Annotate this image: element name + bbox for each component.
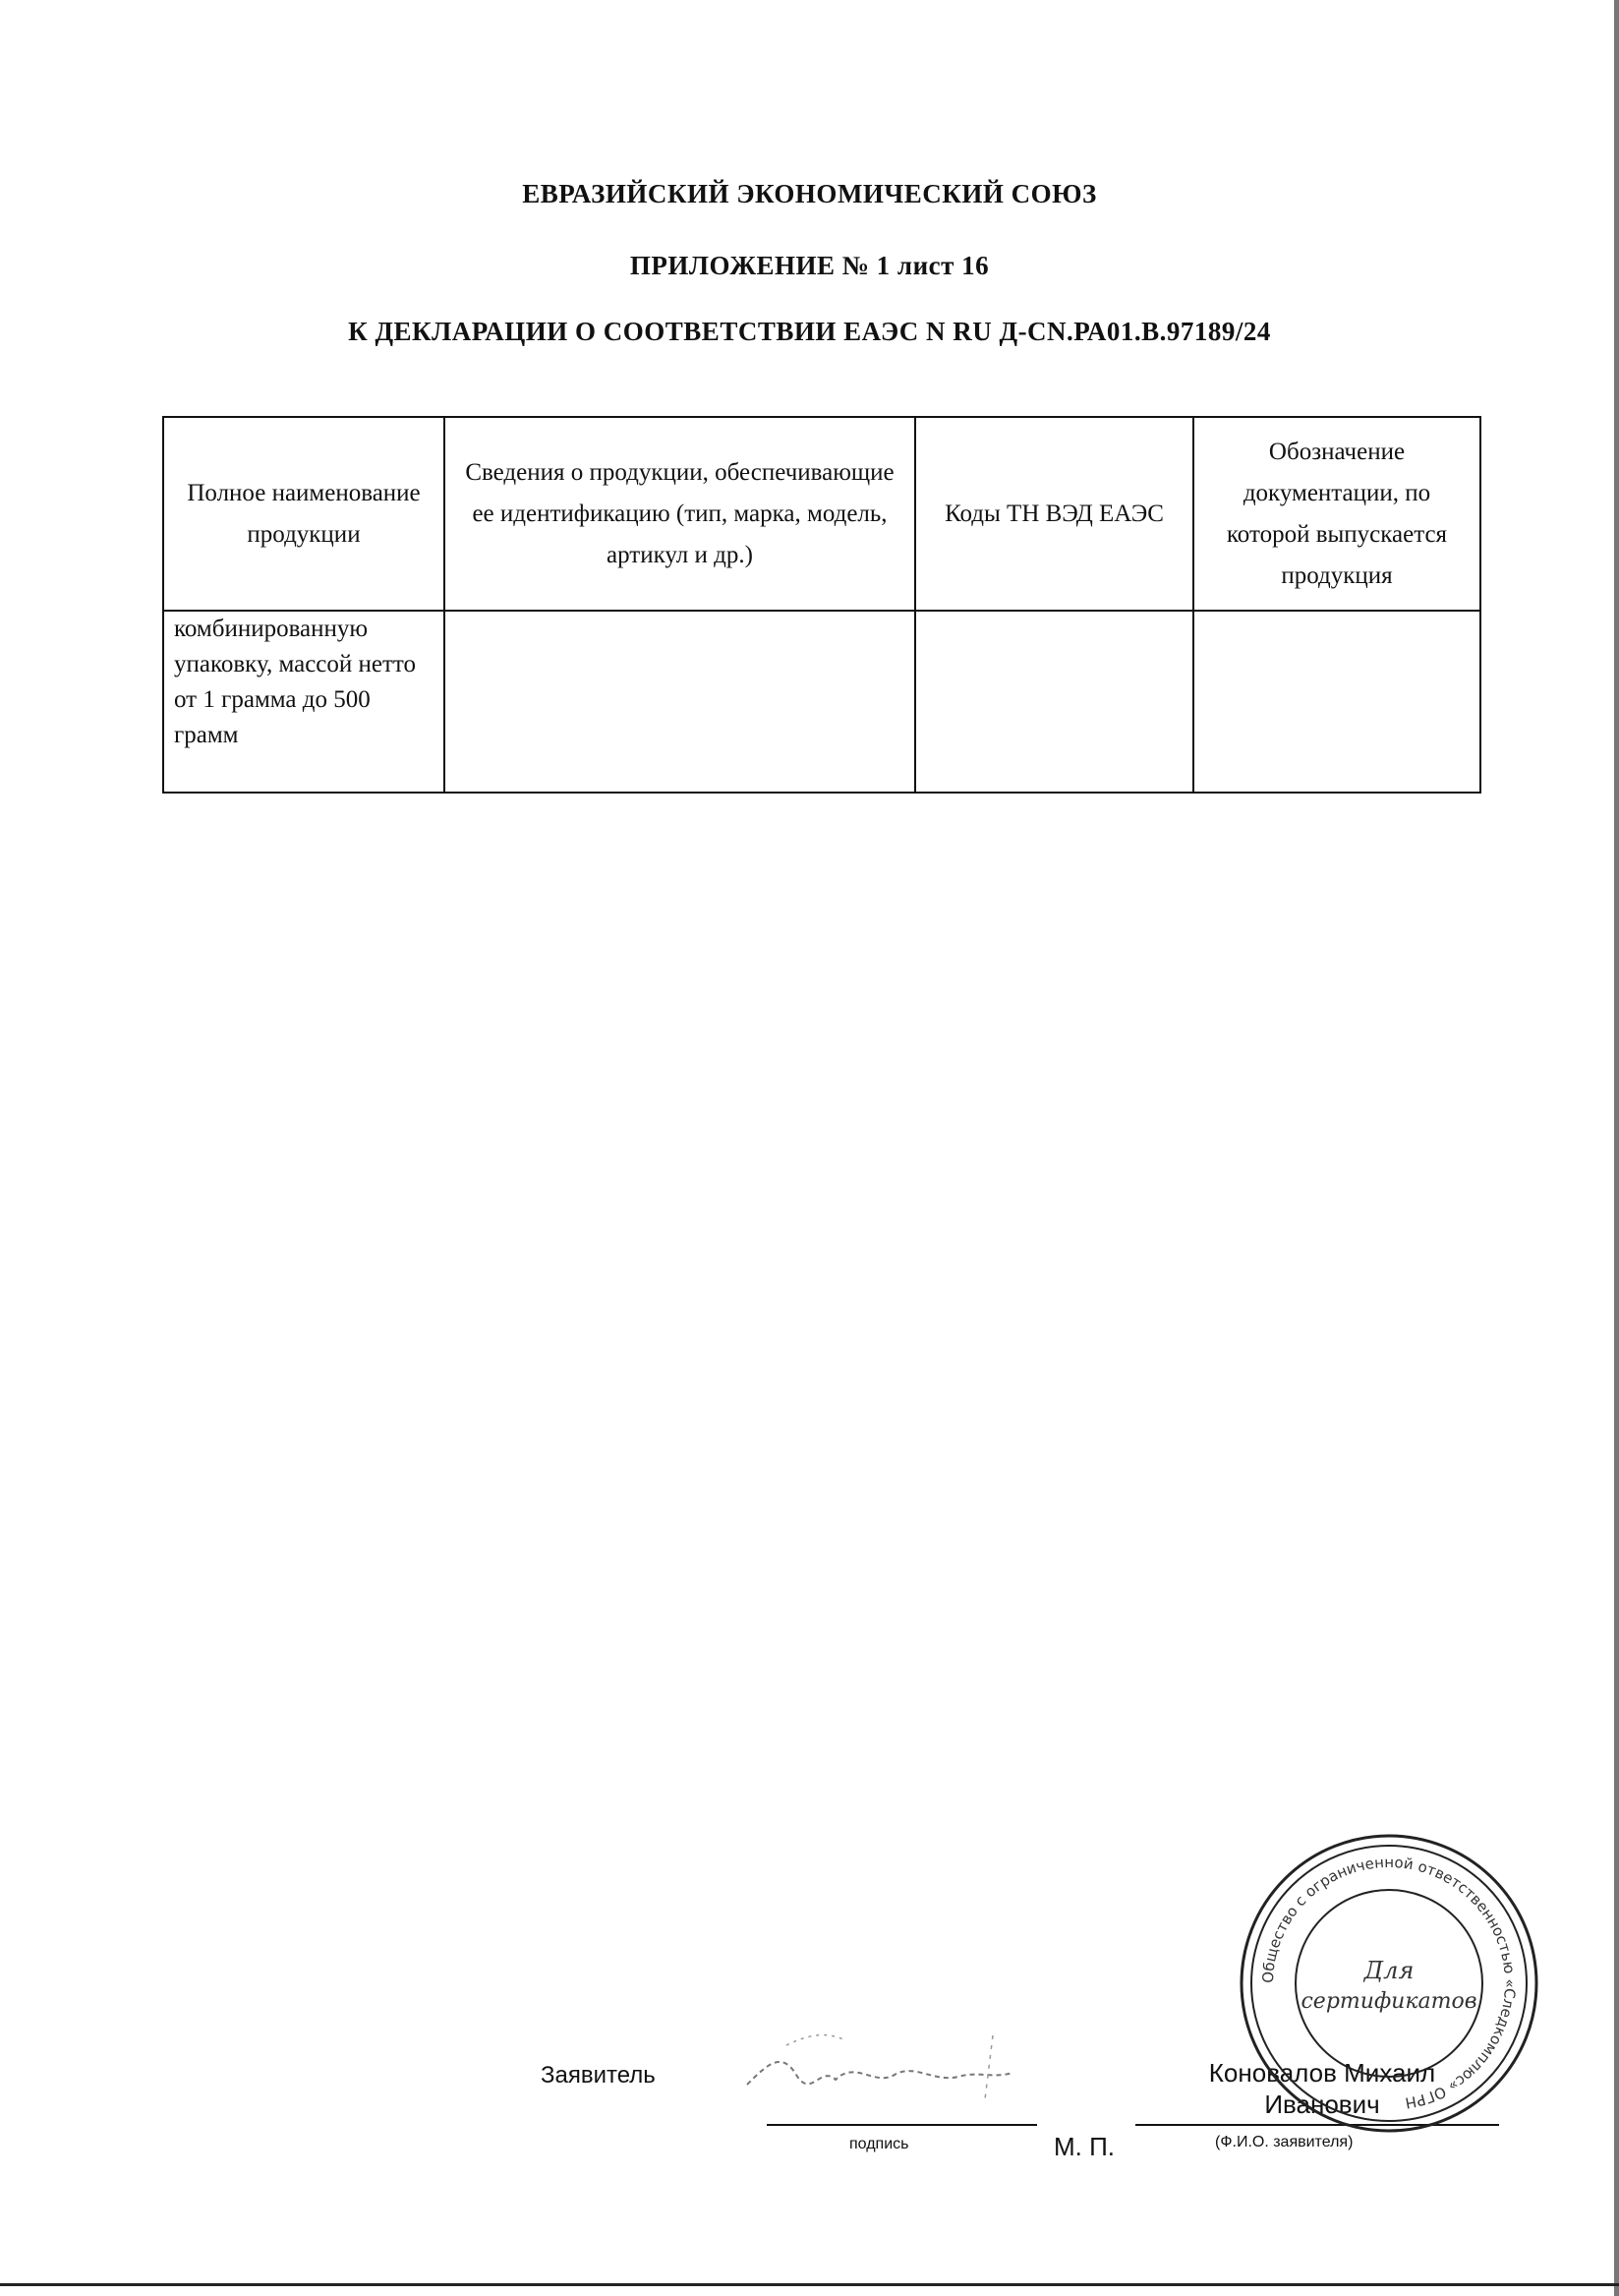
applicant-name: Коновалов Михаил Иванович (1208, 2058, 1436, 2119)
declaration-reference: К ДЕКЛАРАЦИИ О СООТВЕТСТВИИ ЕАЭС N RU Д-CN.РА01.В.97189/24 (348, 317, 1271, 346)
products-table (162, 416, 1481, 794)
column-header-name: Полное наименование продукции (163, 417, 444, 611)
column-header-hs-codes: Коды ТН ВЭД ЕАЭС (915, 417, 1193, 611)
seal-mark: М. П. (1054, 2132, 1116, 2161)
table-cell-name: комбинированную упаковку, массой нетто от 1 грамма до 500 грамм (163, 611, 444, 793)
applicant-signature (727, 2006, 1042, 2104)
scan-edge-bottom (0, 2283, 1619, 2286)
name-caption: (Ф.И.О. заявителя) (1215, 2134, 1354, 2150)
applicant-label: Заявитель (541, 2062, 656, 2089)
document-title: ЕВРАЗИЙСКИЙ ЭКОНОМИЧЕСКИЙ СОЮЗ (522, 179, 1097, 208)
svg-text:Для: Для (1363, 1957, 1415, 1984)
svg-text:сертификатов: сертификатов (1301, 1989, 1477, 2014)
table-cell-documentation (1193, 611, 1480, 793)
table-cell-hs-codes (915, 611, 1193, 793)
column-header-documentation: Обозначение документации, по которой выпускается продукция (1193, 417, 1480, 611)
scan-edge-right (1614, 0, 1619, 2296)
company-seal (1237, 1831, 1541, 2136)
signature-line (767, 2124, 1037, 2126)
column-header-identification: Сведения о продукции, обеспечивающие ее идентификацию (тип, марка, модель, артикул и др.) (444, 417, 915, 611)
table-cell-identification (444, 611, 915, 793)
signature-caption: подпись (849, 2136, 909, 2152)
appendix-title: ПРИЛОЖЕНИЕ № 1 лист 16 (629, 251, 990, 280)
table-header-row (163, 417, 1480, 611)
svg-text:Общество с ограниченной ответс: Общество с ограниченной ответственностью «Следкомплюс» ОГРН (1258, 1853, 1520, 2112)
table-row (163, 611, 1480, 793)
